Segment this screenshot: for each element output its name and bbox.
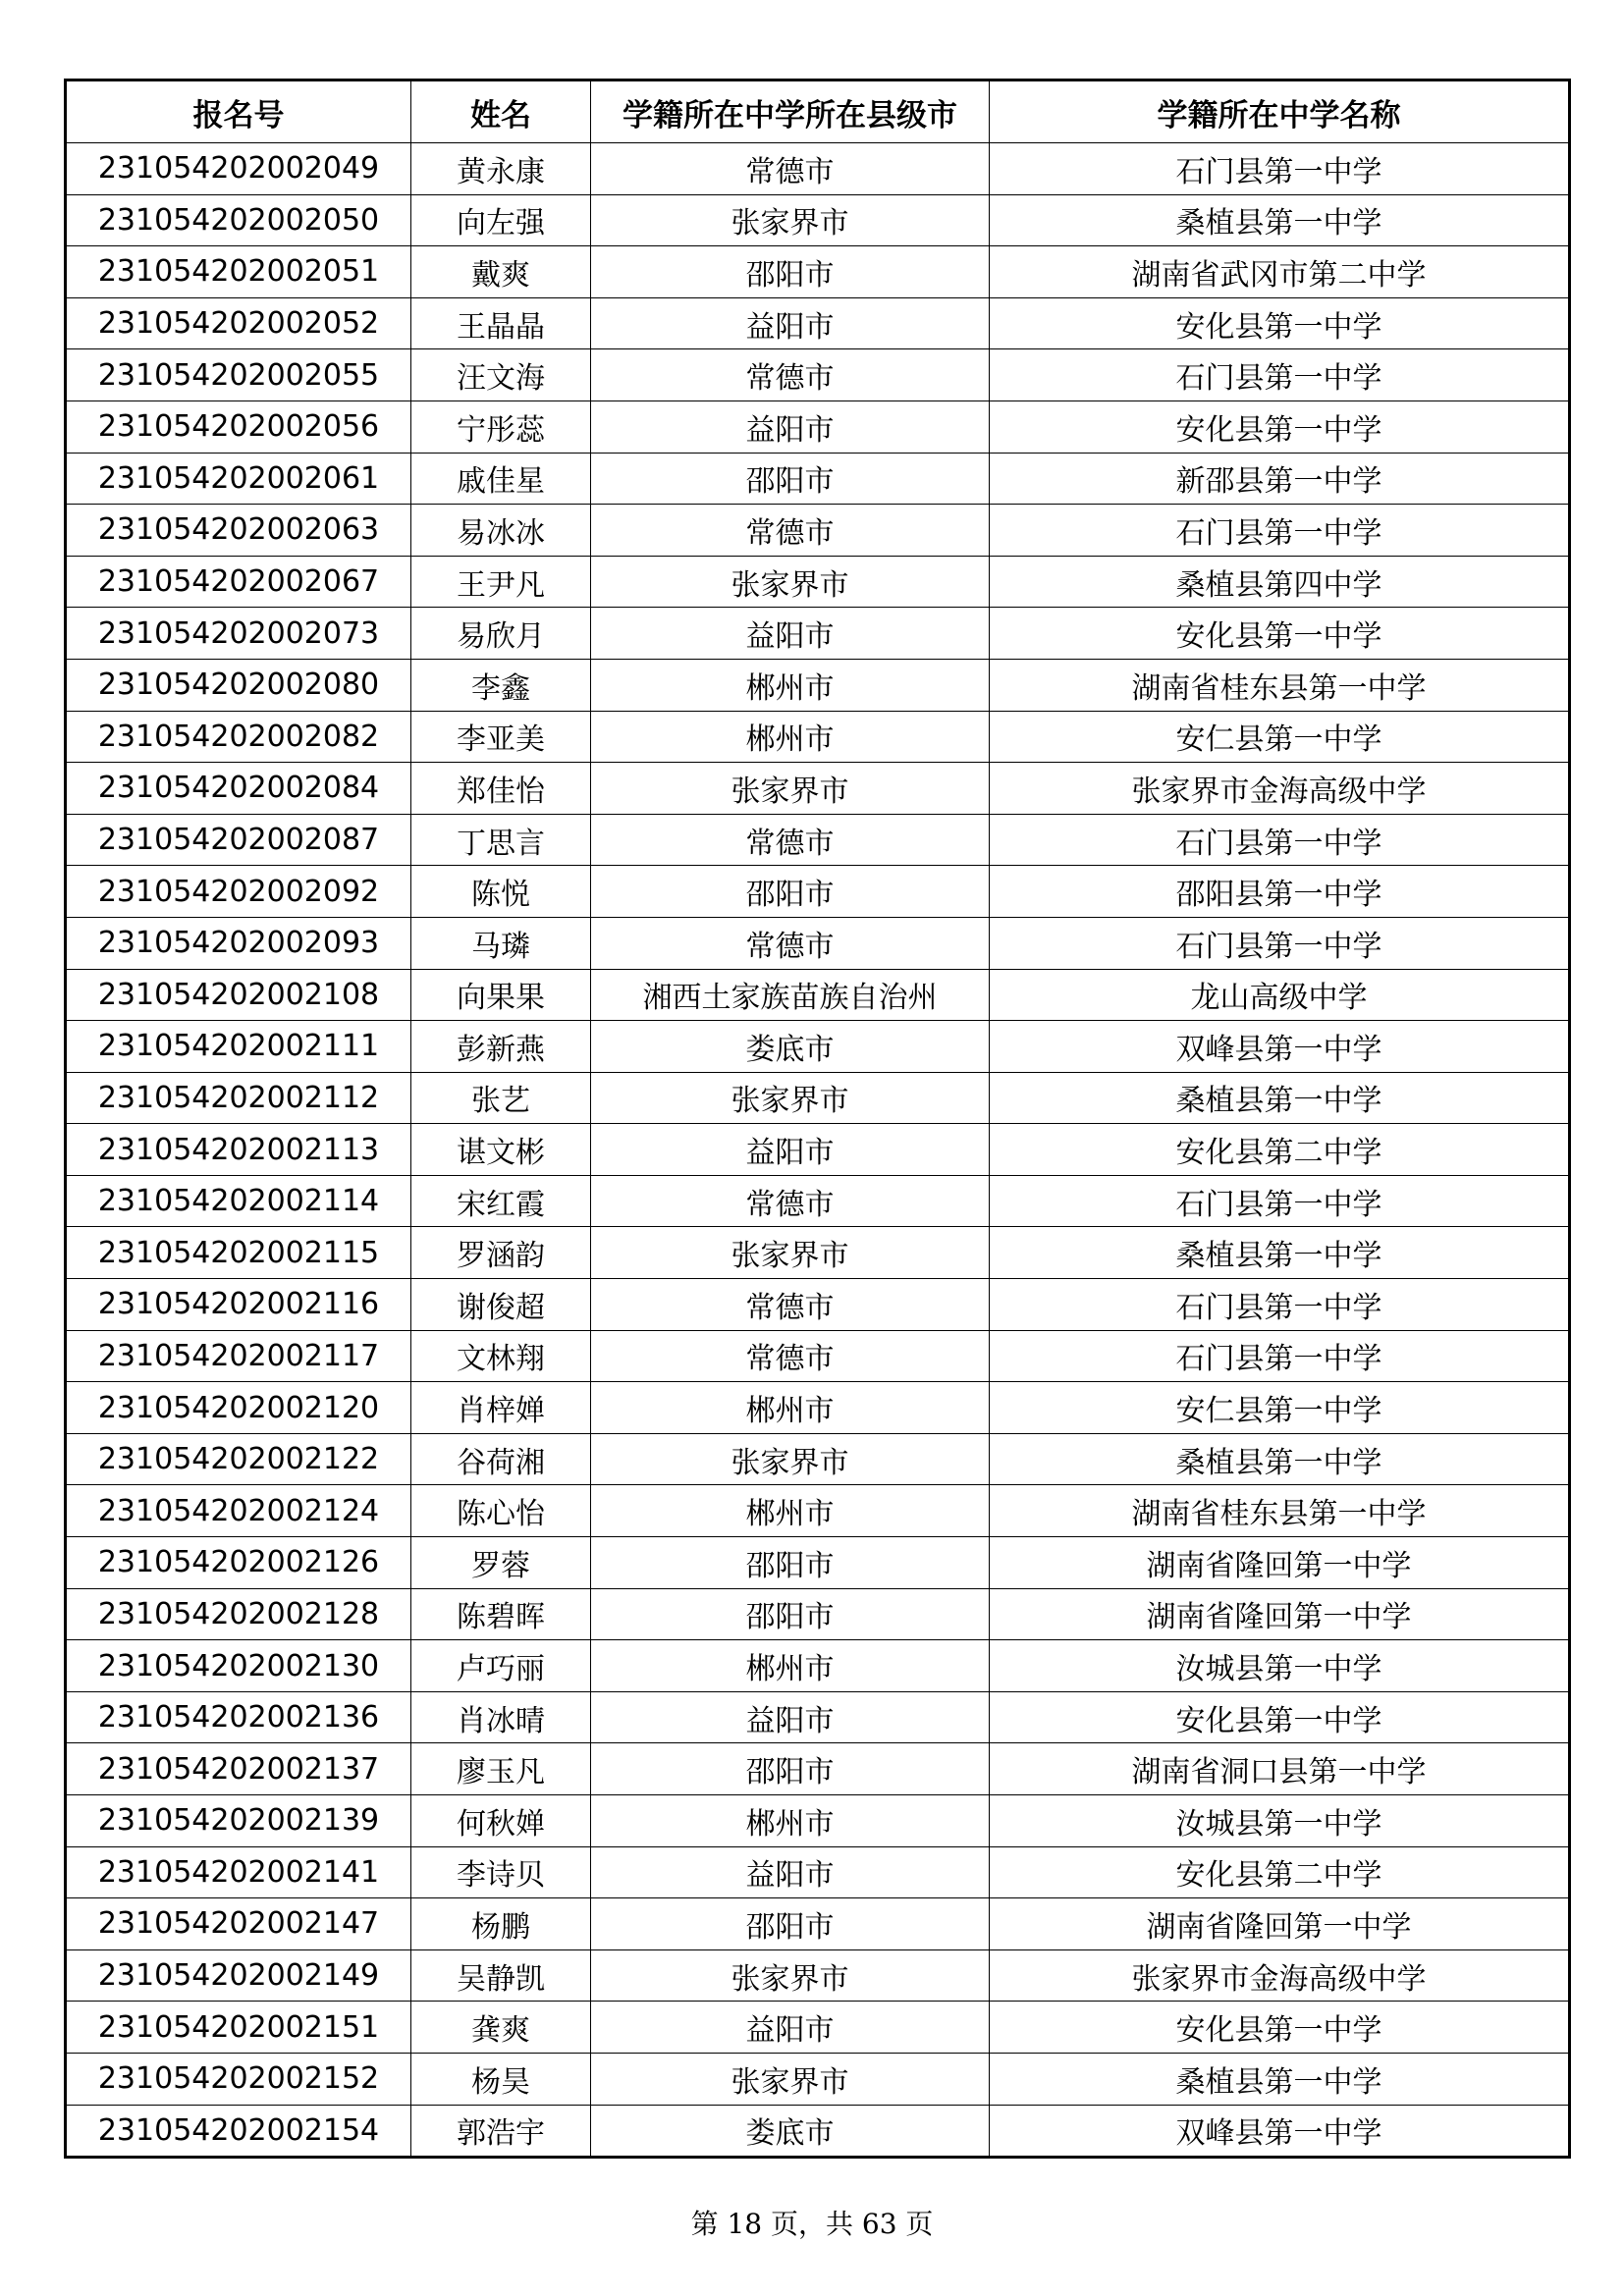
school-name-cell: 石门县第一中学 [990, 1330, 1570, 1382]
school-name-cell: 石门县第一中学 [990, 814, 1570, 866]
table-row [66, 1330, 1570, 1382]
registration-number-cell: 231054202002149 [66, 1949, 411, 2002]
school-name-cell: 张家界市金海高级中学 [990, 1949, 1570, 2002]
school-city-cell: 常德市 [591, 505, 990, 557]
student-name-cell: 李亚美 [411, 711, 591, 763]
student-name-cell: 戚佳星 [411, 453, 591, 505]
school-city-cell: 邵阳市 [591, 1588, 990, 1640]
registration-number-cell: 231054202002137 [66, 1743, 411, 1795]
school-name-cell: 安化县第一中学 [990, 608, 1570, 660]
table-header-row [66, 80, 1570, 143]
school-name-cell: 湖南省洞口县第一中学 [990, 1743, 1570, 1795]
registration-number-cell: 231054202002116 [66, 1279, 411, 1331]
student-name-cell: 陈悦 [411, 866, 591, 918]
table-row [66, 2002, 1570, 2054]
registration-number-cell: 231054202002126 [66, 1537, 411, 1589]
table-row [66, 1124, 1570, 1176]
school-city-cell: 常德市 [591, 1279, 990, 1331]
table-row [66, 453, 1570, 505]
school-name-cell: 安仁县第一中学 [990, 711, 1570, 763]
student-name-cell: 杨昊 [411, 2053, 591, 2105]
school-city-cell: 益阳市 [591, 1846, 990, 1898]
student-name-cell: 陈心怡 [411, 1485, 591, 1537]
school-city-cell: 郴州市 [591, 659, 990, 711]
student-name-cell: 谢俊超 [411, 1279, 591, 1331]
school-city-cell: 张家界市 [591, 1227, 990, 1279]
table-row [66, 1795, 1570, 1847]
table-row [66, 814, 1570, 866]
school-city-cell: 张家界市 [591, 194, 990, 246]
school-city-cell: 张家界市 [591, 1949, 990, 2002]
registration-number-cell: 231054202002073 [66, 608, 411, 660]
student-name-cell: 陈碧晖 [411, 1588, 591, 1640]
school-name-cell: 安化县第二中学 [990, 1124, 1570, 1176]
table-body [66, 143, 1570, 2158]
student-name-cell: 向果果 [411, 969, 591, 1021]
registration-number-cell: 231054202002128 [66, 1588, 411, 1640]
header-registration-number: 报名号 [66, 80, 411, 143]
student-name-cell: 戴爽 [411, 246, 591, 298]
school-name-cell: 湖南省桂东县第一中学 [990, 1485, 1570, 1537]
registration-number-cell: 231054202002063 [66, 505, 411, 557]
school-city-cell: 益阳市 [591, 1691, 990, 1743]
school-city-cell: 张家界市 [591, 763, 990, 815]
school-name-cell: 石门县第一中学 [990, 917, 1570, 969]
student-name-cell: 丁思言 [411, 814, 591, 866]
table-row [66, 143, 1570, 195]
school-city-cell: 益阳市 [591, 2002, 990, 2054]
school-city-cell: 常德市 [591, 349, 990, 401]
table-row [66, 505, 1570, 557]
header-school-name: 学籍所在中学名称 [990, 80, 1570, 143]
registration-number-cell: 231054202002130 [66, 1640, 411, 1692]
student-name-cell: 彭新燕 [411, 1021, 591, 1073]
table-row [66, 969, 1570, 1021]
school-city-cell: 郴州市 [591, 1640, 990, 1692]
school-name-cell: 湖南省隆回第一中学 [990, 1588, 1570, 1640]
registration-number-cell: 231054202002114 [66, 1175, 411, 1227]
student-name-cell: 李诗贝 [411, 1846, 591, 1898]
school-city-cell: 常德市 [591, 143, 990, 195]
header-school-city: 学籍所在中学所在县级市 [591, 80, 990, 143]
table-row [66, 763, 1570, 815]
school-city-cell: 张家界市 [591, 2053, 990, 2105]
student-name-cell: 何秋婵 [411, 1795, 591, 1847]
table-row [66, 1949, 1570, 2002]
student-name-cell: 王晶晶 [411, 297, 591, 349]
registration-number-cell: 231054202002067 [66, 556, 411, 608]
school-name-cell: 桑植县第一中学 [990, 1227, 1570, 1279]
school-city-cell: 邵阳市 [591, 866, 990, 918]
student-name-cell: 谷荷湘 [411, 1433, 591, 1485]
school-name-cell: 安化县第一中学 [990, 2002, 1570, 2054]
school-name-cell: 双峰县第一中学 [990, 2105, 1570, 2158]
school-name-cell: 石门县第一中学 [990, 349, 1570, 401]
school-name-cell: 安化县第一中学 [990, 297, 1570, 349]
student-name-cell: 李鑫 [411, 659, 591, 711]
table-row [66, 556, 1570, 608]
registration-number-cell: 231054202002050 [66, 194, 411, 246]
school-city-cell: 益阳市 [591, 297, 990, 349]
school-name-cell: 汝城县第一中学 [990, 1640, 1570, 1692]
table-row [66, 1846, 1570, 1898]
registration-number-cell: 231054202002122 [66, 1433, 411, 1485]
table-row [66, 1175, 1570, 1227]
registration-number-cell: 231054202002049 [66, 143, 411, 195]
table-row [66, 917, 1570, 969]
school-name-cell: 龙山高级中学 [990, 969, 1570, 1021]
student-name-cell: 张艺 [411, 1072, 591, 1124]
student-name-cell: 易冰冰 [411, 505, 591, 557]
student-name-cell: 吴静凯 [411, 1949, 591, 2002]
school-city-cell: 张家界市 [591, 1072, 990, 1124]
school-name-cell: 石门县第一中学 [990, 143, 1570, 195]
student-name-cell: 汪文海 [411, 349, 591, 401]
student-name-cell: 肖梓婵 [411, 1382, 591, 1434]
student-name-cell: 黄永康 [411, 143, 591, 195]
student-name-cell: 郑佳怡 [411, 763, 591, 815]
table-row [66, 1072, 1570, 1124]
school-city-cell: 张家界市 [591, 1433, 990, 1485]
table-row [66, 659, 1570, 711]
student-name-cell: 向左强 [411, 194, 591, 246]
school-name-cell: 双峰县第一中学 [990, 1021, 1570, 1073]
registration-number-cell: 231054202002141 [66, 1846, 411, 1898]
student-name-cell: 马璘 [411, 917, 591, 969]
school-city-cell: 郴州市 [591, 1485, 990, 1537]
registration-number-cell: 231054202002082 [66, 711, 411, 763]
registration-number-cell: 231054202002147 [66, 1898, 411, 1950]
school-name-cell: 桑植县第四中学 [990, 556, 1570, 608]
registration-number-cell: 231054202002108 [66, 969, 411, 1021]
student-name-cell: 文林翔 [411, 1330, 591, 1382]
table-row [66, 1743, 1570, 1795]
table-row [66, 349, 1570, 401]
school-name-cell: 安化县第一中学 [990, 1691, 1570, 1743]
registration-number-cell: 231054202002087 [66, 814, 411, 866]
registration-number-cell: 231054202002152 [66, 2053, 411, 2105]
school-name-cell: 桑植县第一中学 [990, 2053, 1570, 2105]
school-name-cell: 安化县第一中学 [990, 400, 1570, 453]
school-city-cell: 邵阳市 [591, 1743, 990, 1795]
table-row [66, 1537, 1570, 1589]
registration-number-cell: 231054202002056 [66, 400, 411, 453]
table-row [66, 2105, 1570, 2158]
school-name-cell: 桑植县第一中学 [990, 1433, 1570, 1485]
school-name-cell: 邵阳县第一中学 [990, 866, 1570, 918]
school-city-cell: 常德市 [591, 1330, 990, 1382]
registration-number-cell: 231054202002092 [66, 866, 411, 918]
registration-number-cell: 231054202002093 [66, 917, 411, 969]
student-name-cell: 宁彤蕊 [411, 400, 591, 453]
table-row [66, 1382, 1570, 1434]
student-name-cell: 罗蓉 [411, 1537, 591, 1589]
school-city-cell: 张家界市 [591, 556, 990, 608]
registration-number-cell: 231054202002124 [66, 1485, 411, 1537]
school-name-cell: 湖南省桂东县第一中学 [990, 659, 1570, 711]
table-row [66, 866, 1570, 918]
table-row [66, 1640, 1570, 1692]
table-row [66, 1485, 1570, 1537]
table-row [66, 1691, 1570, 1743]
school-city-cell: 郴州市 [591, 1795, 990, 1847]
student-name-cell: 杨鹏 [411, 1898, 591, 1950]
school-city-cell: 益阳市 [591, 400, 990, 453]
registration-number-cell: 231054202002154 [66, 2105, 411, 2158]
registration-number-cell: 231054202002136 [66, 1691, 411, 1743]
school-city-cell: 郴州市 [591, 1382, 990, 1434]
registration-number-cell: 231054202002080 [66, 659, 411, 711]
page-number-footer: 第 18 页，共 63 页 [690, 2208, 934, 2240]
school-city-cell: 娄底市 [591, 2105, 990, 2158]
registration-number-cell: 231054202002117 [66, 1330, 411, 1382]
registration-number-cell: 231054202002084 [66, 763, 411, 815]
school-city-cell: 郴州市 [591, 711, 990, 763]
table-row [66, 400, 1570, 453]
registration-number-cell: 231054202002115 [66, 1227, 411, 1279]
school-city-cell: 邵阳市 [591, 246, 990, 298]
student-name-cell: 罗涵韵 [411, 1227, 591, 1279]
table-row [66, 246, 1570, 298]
registration-number-cell: 231054202002112 [66, 1072, 411, 1124]
school-name-cell: 石门县第一中学 [990, 505, 1570, 557]
school-name-cell: 新邵县第一中学 [990, 453, 1570, 505]
student-name-cell: 王尹凡 [411, 556, 591, 608]
registration-number-cell: 231054202002139 [66, 1795, 411, 1847]
table-row [66, 1588, 1570, 1640]
student-name-cell: 卢巧丽 [411, 1640, 591, 1692]
school-city-cell: 邵阳市 [591, 1537, 990, 1589]
registration-number-cell: 231054202002111 [66, 1021, 411, 1073]
school-city-cell: 邵阳市 [591, 1898, 990, 1950]
registration-number-cell: 231054202002052 [66, 297, 411, 349]
school-name-cell: 张家界市金海高级中学 [990, 763, 1570, 815]
registration-number-cell: 231054202002151 [66, 2002, 411, 2054]
school-city-cell: 益阳市 [591, 1124, 990, 1176]
registration-number-cell: 231054202002051 [66, 246, 411, 298]
registration-number-cell: 231054202002055 [66, 349, 411, 401]
school-city-cell: 湘西土家族苗族自治州 [591, 969, 990, 1021]
school-name-cell: 安化县第二中学 [990, 1846, 1570, 1898]
table-row [66, 711, 1570, 763]
school-city-cell: 常德市 [591, 917, 990, 969]
school-name-cell: 桑植县第一中学 [990, 194, 1570, 246]
school-city-cell: 娄底市 [591, 1021, 990, 1073]
school-name-cell: 安仁县第一中学 [990, 1382, 1570, 1434]
table-row [66, 1898, 1570, 1950]
school-city-cell: 邵阳市 [591, 453, 990, 505]
school-name-cell: 汝城县第一中学 [990, 1795, 1570, 1847]
table-row [66, 194, 1570, 246]
table-row [66, 1227, 1570, 1279]
registration-number-cell: 231054202002061 [66, 453, 411, 505]
student-name-cell: 宋红霞 [411, 1175, 591, 1227]
table-row [66, 1021, 1570, 1073]
table-row [66, 1433, 1570, 1485]
student-name-cell: 龚爽 [411, 2002, 591, 2054]
school-name-cell: 石门县第一中学 [990, 1175, 1570, 1227]
table-row [66, 608, 1570, 660]
school-name-cell: 桑植县第一中学 [990, 1072, 1570, 1124]
student-name-cell: 肖冰晴 [411, 1691, 591, 1743]
school-name-cell: 石门县第一中学 [990, 1279, 1570, 1331]
header-name: 姓名 [411, 80, 591, 143]
table-row [66, 297, 1570, 349]
student-name-cell: 易欣月 [411, 608, 591, 660]
school-name-cell: 湖南省隆回第一中学 [990, 1898, 1570, 1950]
school-name-cell: 湖南省武冈市第二中学 [990, 246, 1570, 298]
school-city-cell: 常德市 [591, 814, 990, 866]
student-name-cell: 谌文彬 [411, 1124, 591, 1176]
registration-number-cell: 231054202002120 [66, 1382, 411, 1434]
student-name-cell: 郭浩宇 [411, 2105, 591, 2158]
student-name-cell: 廖玉凡 [411, 1743, 591, 1795]
school-name-cell: 湖南省隆回第一中学 [990, 1537, 1570, 1589]
school-city-cell: 益阳市 [591, 608, 990, 660]
table-row [66, 1279, 1570, 1331]
table-row [66, 2053, 1570, 2105]
registration-number-cell: 231054202002113 [66, 1124, 411, 1176]
admission-list-table [64, 79, 1571, 2159]
school-city-cell: 常德市 [591, 1175, 990, 1227]
